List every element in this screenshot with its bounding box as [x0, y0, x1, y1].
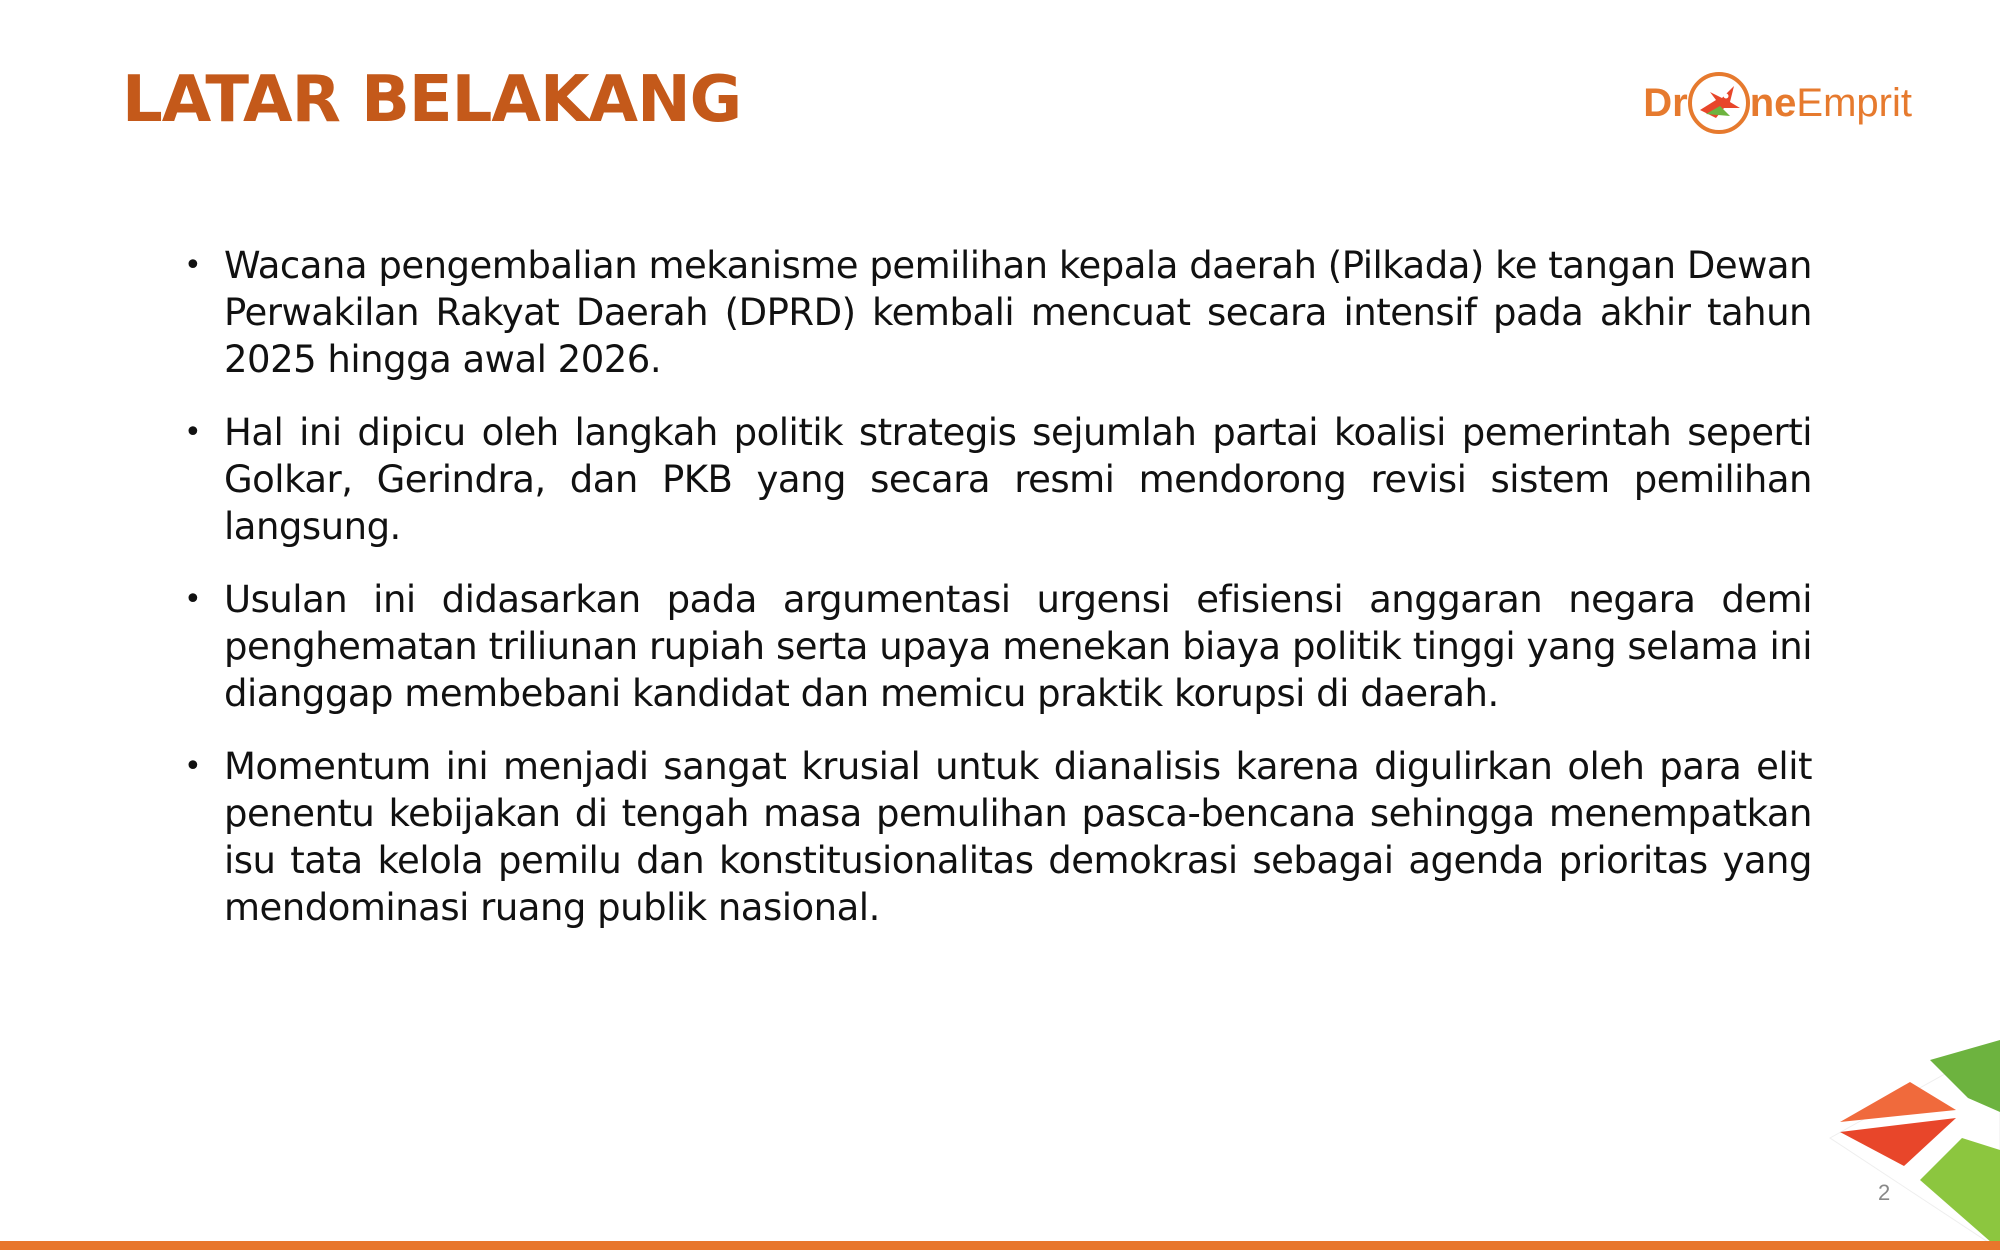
drone-emprit-logo — [1643, 70, 1912, 136]
bullet-text: Hal ini dipicu oleh langkah politik strategis sejumlah partai koalisi pemerintah seperti Golkar, Gerindra, dan PKB yang secara resmi mendorong revisi sistem pemilihan langsung. — [224, 411, 1812, 548]
slide-title: LATAR BELAKANG — [122, 63, 742, 137]
bottom-accent-bar — [0, 1241, 2000, 1250]
corner-decoration — [1800, 1040, 2000, 1250]
bullet-marker: • — [184, 415, 202, 450]
logo-text-emprit: Emprit — [1796, 81, 1912, 125]
page-number: 2 — [1878, 1180, 1891, 1205]
bullet-list — [182, 242, 1812, 957]
bullet-text: Wacana pengembalian mekanisme pemilihan kepala daerah (Pilkada) ke tangan Dewan Perwakilan Rakyat Daerah (DPRD) kembali mencuat secara intensif pada akhir tahun 2025 hingga awal 2026. — [224, 244, 1812, 381]
bullet-item — [182, 743, 1812, 931]
bullet-item — [182, 576, 1812, 717]
logo-text-dr: Dr — [1643, 81, 1688, 125]
hornbill-bird-icon — [1686, 70, 1752, 136]
bullet-text: Momentum ini menjadi sangat krusial untuk dianalisis karena digulirkan oleh para elit penentu kebijakan di tengah masa pemulihan pasca-bencana sehingga menempatkan isu tata kelola pemilu dan konstitusionalitas demokrasi sebagai agenda prioritas yang mendominasi ruang publik nasional. — [224, 745, 1812, 929]
bullet-marker: • — [184, 749, 202, 784]
bullet-item — [182, 242, 1812, 383]
bullet-item — [182, 409, 1812, 550]
bullet-text: Usulan ini didasarkan pada argumentasi urgensi efisiensi anggaran negara demi penghematan triliunan rupiah serta upaya menekan biaya politik tinggi yang selama ini dianggap membebani kandidat dan memicu praktik korupsi di daerah. — [224, 578, 1812, 715]
bullet-marker: • — [184, 248, 202, 283]
bullet-marker: • — [184, 582, 202, 617]
logo-text-ne: ne — [1749, 81, 1797, 125]
